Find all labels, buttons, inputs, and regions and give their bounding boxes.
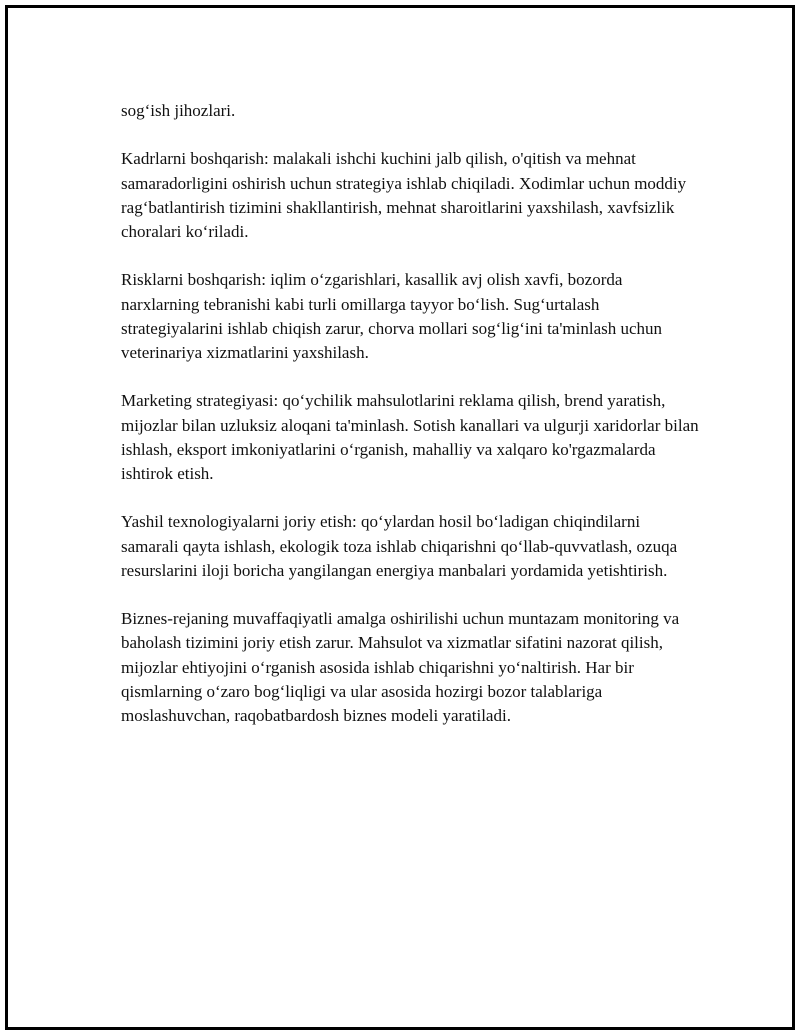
paragraph-continuation: sog‘ish jihozlari. [121,101,236,120]
document-body [121,99,701,752]
paragraph-biznes-reja-monitoring: Biznes-rejaning muvaffaqiyatli amalga oshirilishi uchun muntazam monitoring va baholash tizimini joriy etish zarur. Mahsulot va xizmatlar sifatini nazorat qilish, mijozlar ehtiyojini o‘rganish asosida ishlab chiqarishni yo‘naltirish. Har bir qismlarning o‘zaro bog‘liqligi va ular asosida hozirgi bozor talablariga moslashuvchan, raqobatbardosh biznes modeli yaratiladi. [121,609,680,725]
paragraph-kadrlarni-boshqarish: Kadrlarni boshqarish: malakali ishchi kuchini jalb qilish, o'qitish va mehnat samaradorligini oshirish uchun strategiya ishlab chiqiladi. Xodimlar uchun moddiy rag‘batlantirish tizimini shakllantirish, mehnat sharoitlarini yaxshilash, xavfsizlik choralari ko‘riladi. [121,149,687,241]
document-page [5,5,795,1030]
paragraph-risklarni-boshqarish: Risklarni boshqarish: iqlim o‘zgarishlari, kasallik avj olish xavfi, bozorda narxlarning tebranishi kabi turli omillarga tayyor bo‘lish. Sug‘urtalash strategiyalarini ishlab chiqish zarur, chorva mollari sog‘lig‘ini ta'minlash uchun veterinariya xizmatlarini yaxshilash. [121,270,663,362]
paragraph-yashil-texnologiyalar: Yashil texnologiyalarni joriy etish: qo‘ylardan hosil bo‘ladigan chiqindilarni samarali qayta ishlash, ekologik toza ishlab chiqarishni qo‘llab-quvvatlash, ozuqa resurslarini iloji boricha yangilangan energiya manbalari yordamida yetishtirish. [121,512,678,580]
paragraph-marketing-strategiyasi: Marketing strategiyasi: qo‘ychilik mahsulotlarini reklama qilish, brend yaratish, mijozlar bilan uzluksiz aloqani ta'minlash. Sotish kanallari va ulgurji xaridorlar bilan ishlash, eksport imkoniyatlarini o‘rganish, mahalliy va xalqaro ko'rgazmalarda ishtirok etish. [121,391,699,483]
